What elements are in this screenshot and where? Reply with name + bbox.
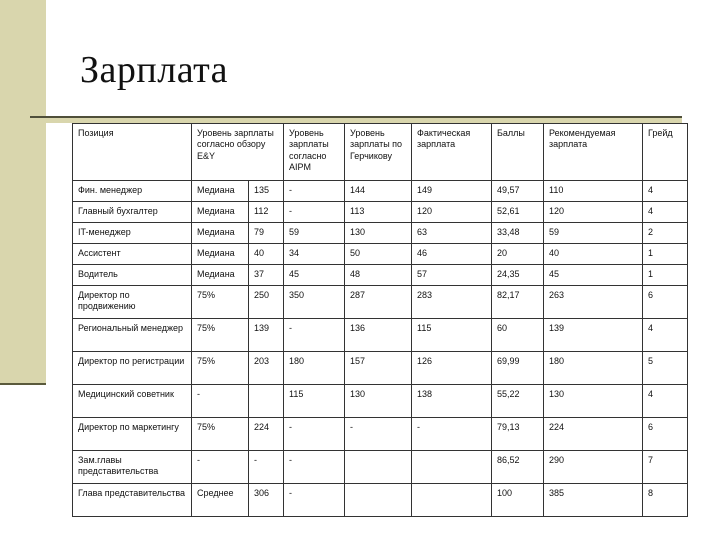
column-header-ey: Уровень зарплаты согласно обзору E&Y (192, 124, 284, 181)
cell-actual: 149 (412, 181, 492, 202)
cell-ey-value: 139 (249, 319, 284, 352)
cell-gerchikov (345, 484, 412, 517)
cell-points: 33,48 (492, 223, 544, 244)
cell-aipm: 34 (284, 244, 345, 265)
table-row (73, 223, 688, 244)
cell-ey-level: 75% (192, 319, 249, 352)
cell-actual: 126 (412, 352, 492, 385)
cell-ey-value: 224 (249, 418, 284, 451)
cell-recommended: 224 (544, 418, 643, 451)
cell-points: 60 (492, 319, 544, 352)
table-row (73, 181, 688, 202)
slide-title: Зарплата (80, 49, 229, 91)
cell-ey-level: Среднее (192, 484, 249, 517)
cell-gerchikov: 50 (345, 244, 412, 265)
cell-actual: 46 (412, 244, 492, 265)
cell-grade: 8 (643, 484, 688, 517)
cell-aipm: - (284, 484, 345, 517)
cell-ey-value: 250 (249, 286, 284, 319)
cell-ey-value: 306 (249, 484, 284, 517)
cell-ey-value: 203 (249, 352, 284, 385)
cell-gerchikov: 48 (345, 265, 412, 286)
cell-actual: 63 (412, 223, 492, 244)
cell-grade: 4 (643, 181, 688, 202)
cell-actual: 283 (412, 286, 492, 319)
cell-position: Директор по регистрации (73, 352, 192, 385)
cell-ey-value: 40 (249, 244, 284, 265)
cell-points: 82,17 (492, 286, 544, 319)
cell-aipm: - (284, 418, 345, 451)
cell-ey-level: Медиана (192, 223, 249, 244)
cell-points: 20 (492, 244, 544, 265)
cell-aipm: 350 (284, 286, 345, 319)
cell-ey-value (249, 385, 284, 418)
cell-gerchikov: - (345, 418, 412, 451)
cell-gerchikov (345, 451, 412, 484)
column-header-actual: Фактическая зарплата (412, 124, 492, 181)
cell-grade: 5 (643, 352, 688, 385)
cell-grade: 1 (643, 265, 688, 286)
cell-position: IT-менеджер (73, 223, 192, 244)
table-row (73, 484, 688, 517)
cell-recommended: 180 (544, 352, 643, 385)
column-header-aipm: Уровень зарплаты согласно AIPM (284, 124, 345, 181)
cell-aipm: - (284, 202, 345, 223)
table-row (73, 319, 688, 352)
cell-position: Главный бухгалтер (73, 202, 192, 223)
cell-grade: 4 (643, 202, 688, 223)
column-header-gerchikov: Уровень зарплаты по Герчикову (345, 124, 412, 181)
cell-gerchikov: 130 (345, 385, 412, 418)
cell-points: 69,99 (492, 352, 544, 385)
cell-ey-value: - (249, 451, 284, 484)
cell-grade: 2 (643, 223, 688, 244)
cell-actual (412, 451, 492, 484)
cell-position: Фин. менеджер (73, 181, 192, 202)
cell-ey-level: 75% (192, 286, 249, 319)
cell-position: Директор по маркетингу (73, 418, 192, 451)
cell-grade: 1 (643, 244, 688, 265)
cell-points: 55,22 (492, 385, 544, 418)
cell-position: Водитель (73, 265, 192, 286)
cell-aipm: 45 (284, 265, 345, 286)
cell-actual: 138 (412, 385, 492, 418)
cell-gerchikov: 113 (345, 202, 412, 223)
cell-recommended: 40 (544, 244, 643, 265)
cell-points: 49,57 (492, 181, 544, 202)
cell-ey-value: 135 (249, 181, 284, 202)
cell-grade: 6 (643, 418, 688, 451)
cell-recommended: 120 (544, 202, 643, 223)
table-row (73, 286, 688, 319)
cell-actual: 120 (412, 202, 492, 223)
table-row (73, 418, 688, 451)
cell-actual: 115 (412, 319, 492, 352)
cell-ey-level: Медиана (192, 265, 249, 286)
cell-aipm: - (284, 319, 345, 352)
cell-ey-level: - (192, 451, 249, 484)
table-row (73, 352, 688, 385)
cell-position: Медицинский советник (73, 385, 192, 418)
column-header-grade: Грейд (643, 124, 688, 181)
cell-recommended: 139 (544, 319, 643, 352)
cell-recommended: 263 (544, 286, 643, 319)
cell-position: Глава представительства (73, 484, 192, 517)
cell-aipm: 59 (284, 223, 345, 244)
cell-actual: - (412, 418, 492, 451)
table-row (73, 385, 688, 418)
cell-recommended: 45 (544, 265, 643, 286)
decorative-side-line (0, 383, 46, 385)
table-header-row (73, 124, 688, 181)
cell-gerchikov: 136 (345, 319, 412, 352)
cell-points: 100 (492, 484, 544, 517)
column-header-points: Баллы (492, 124, 544, 181)
column-header-recommended: Рекомендуемая зарплата (544, 124, 643, 181)
table-row (73, 244, 688, 265)
cell-ey-value: 37 (249, 265, 284, 286)
cell-recommended: 110 (544, 181, 643, 202)
cell-points: 52,61 (492, 202, 544, 223)
cell-ey-level: 75% (192, 352, 249, 385)
cell-ey-value: 79 (249, 223, 284, 244)
cell-recommended: 385 (544, 484, 643, 517)
cell-points: 24,35 (492, 265, 544, 286)
cell-points: 79,13 (492, 418, 544, 451)
cell-grade: 4 (643, 385, 688, 418)
cell-position: Региональный менеджер (73, 319, 192, 352)
cell-aipm: 115 (284, 385, 345, 418)
table-row (73, 451, 688, 484)
cell-actual: 57 (412, 265, 492, 286)
cell-recommended: 290 (544, 451, 643, 484)
cell-position: Зам.главы представительства (73, 451, 192, 484)
cell-actual (412, 484, 492, 517)
table-row (73, 265, 688, 286)
cell-points: 86,52 (492, 451, 544, 484)
cell-grade: 7 (643, 451, 688, 484)
cell-grade: 4 (643, 319, 688, 352)
cell-aipm: - (284, 181, 345, 202)
cell-aipm: - (284, 451, 345, 484)
cell-gerchikov: 157 (345, 352, 412, 385)
cell-gerchikov: 287 (345, 286, 412, 319)
decorative-side-band (0, 0, 46, 383)
cell-ey-value: 112 (249, 202, 284, 223)
cell-ey-level: - (192, 385, 249, 418)
table-row (73, 202, 688, 223)
cell-ey-level: Медиана (192, 181, 249, 202)
cell-ey-level: 75% (192, 418, 249, 451)
cell-position: Директор по продвижению (73, 286, 192, 319)
cell-gerchikov: 144 (345, 181, 412, 202)
cell-recommended: 130 (544, 385, 643, 418)
cell-grade: 6 (643, 286, 688, 319)
cell-aipm: 180 (284, 352, 345, 385)
cell-recommended: 59 (544, 223, 643, 244)
salary-table (72, 123, 688, 517)
cell-gerchikov: 130 (345, 223, 412, 244)
cell-ey-level: Медиана (192, 202, 249, 223)
cell-ey-level: Медиана (192, 244, 249, 265)
cell-position: Ассистент (73, 244, 192, 265)
column-header-position: Позиция (73, 124, 192, 181)
